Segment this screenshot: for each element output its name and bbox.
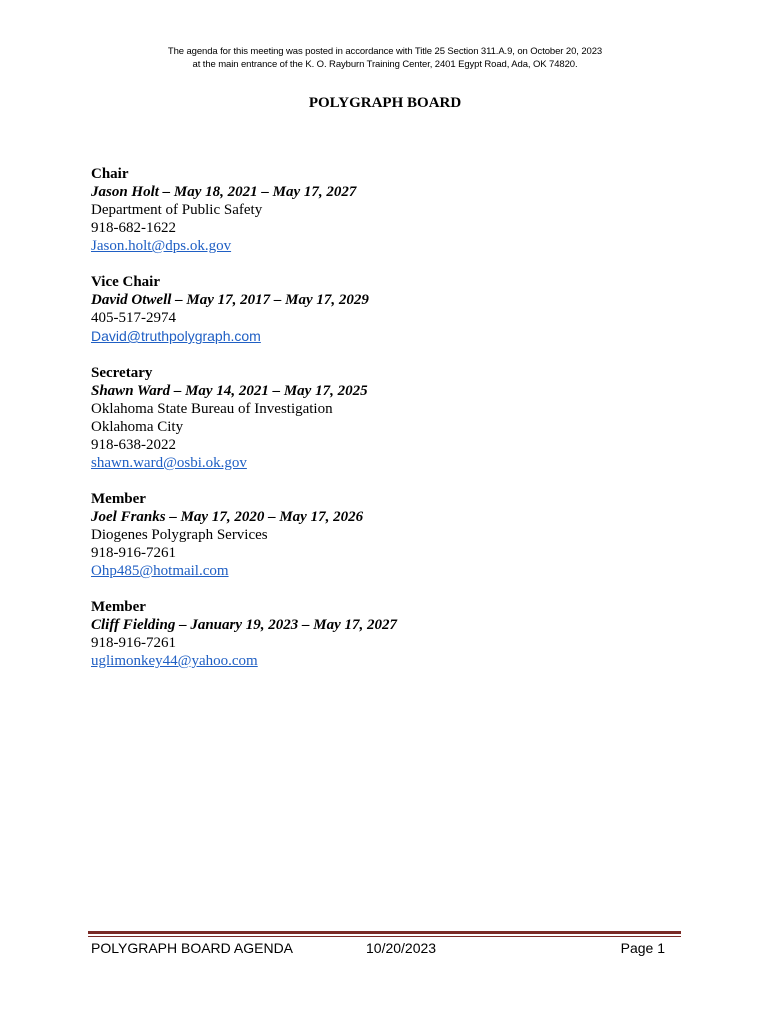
member-entry-member-franks [91, 490, 691, 580]
member-organization: Department of Public Safety [91, 202, 263, 218]
member-role: Chair [91, 166, 129, 182]
member-city: Oklahoma City [91, 419, 184, 435]
posting-notice-line-2: at the main entrance of the K. O. Rayburn Training Center, 2401 Egypt Road, Ada, OK 74820. [192, 59, 578, 70]
member-phone: 918-916-7261 [91, 635, 176, 651]
member-role: Member [91, 491, 146, 507]
member-phone: 405-517-2974 [91, 310, 176, 326]
member-phone: 918-916-7261 [91, 545, 176, 561]
member-email-link[interactable]: Ohp485@hotmail.com [91, 563, 229, 579]
member-entry-chair [91, 165, 691, 255]
member-email-link[interactable]: David@truthpolygraph.com [91, 328, 261, 344]
member-email-link[interactable]: shawn.ward@osbi.ok.gov [91, 455, 247, 471]
member-name-term: Cliff Fielding – January 19, 2023 – May 17, 2027 [91, 617, 397, 633]
member-email-link[interactable]: uglimonkey44@yahoo.com [91, 653, 258, 669]
footer-date: 10/20/2023 [366, 940, 437, 956]
member-organization: Diogenes Polygraph Services [91, 527, 268, 543]
member-phone: 918-638-2022 [91, 437, 176, 453]
member-name-term: Shawn Ward – May 14, 2021 – May 17, 2025 [91, 383, 368, 399]
member-phone: 918-682-1622 [91, 220, 176, 236]
member-role: Vice Chair [91, 274, 161, 290]
member-list [91, 165, 691, 688]
member-name-term: Joel Franks – May 17, 2020 – May 17, 2026 [91, 509, 364, 525]
member-role: Member [91, 599, 146, 615]
member-name-term: David Otwell – May 17, 2017 – May 17, 2029 [91, 292, 369, 308]
member-email-link[interactable]: Jason.holt@dps.ok.gov [91, 238, 232, 254]
posting-notice [0, 45, 770, 71]
footer-divider-thin [88, 936, 681, 937]
member-entry-member-fielding [91, 598, 691, 670]
page-footer [91, 938, 665, 958]
posting-notice-line-1: The agenda for this meeting was posted in accordance with Title 25 Section 311.A.9, on October 20, 2023 [167, 46, 603, 57]
member-role: Secretary [91, 365, 153, 381]
member-entry-vice-chair [91, 273, 691, 346]
member-name-term: Jason Holt – May 18, 2021 – May 17, 2027 [91, 184, 357, 200]
page-title: POLYGRAPH BOARD [308, 95, 462, 111]
footer-divider [88, 931, 681, 934]
member-entry-secretary [91, 364, 691, 472]
footer-document-title: POLYGRAPH BOARD AGENDA [91, 940, 294, 956]
member-organization: Oklahoma State Bureau of Investigation [91, 401, 333, 417]
footer-page-number: Page 1 [620, 940, 665, 956]
